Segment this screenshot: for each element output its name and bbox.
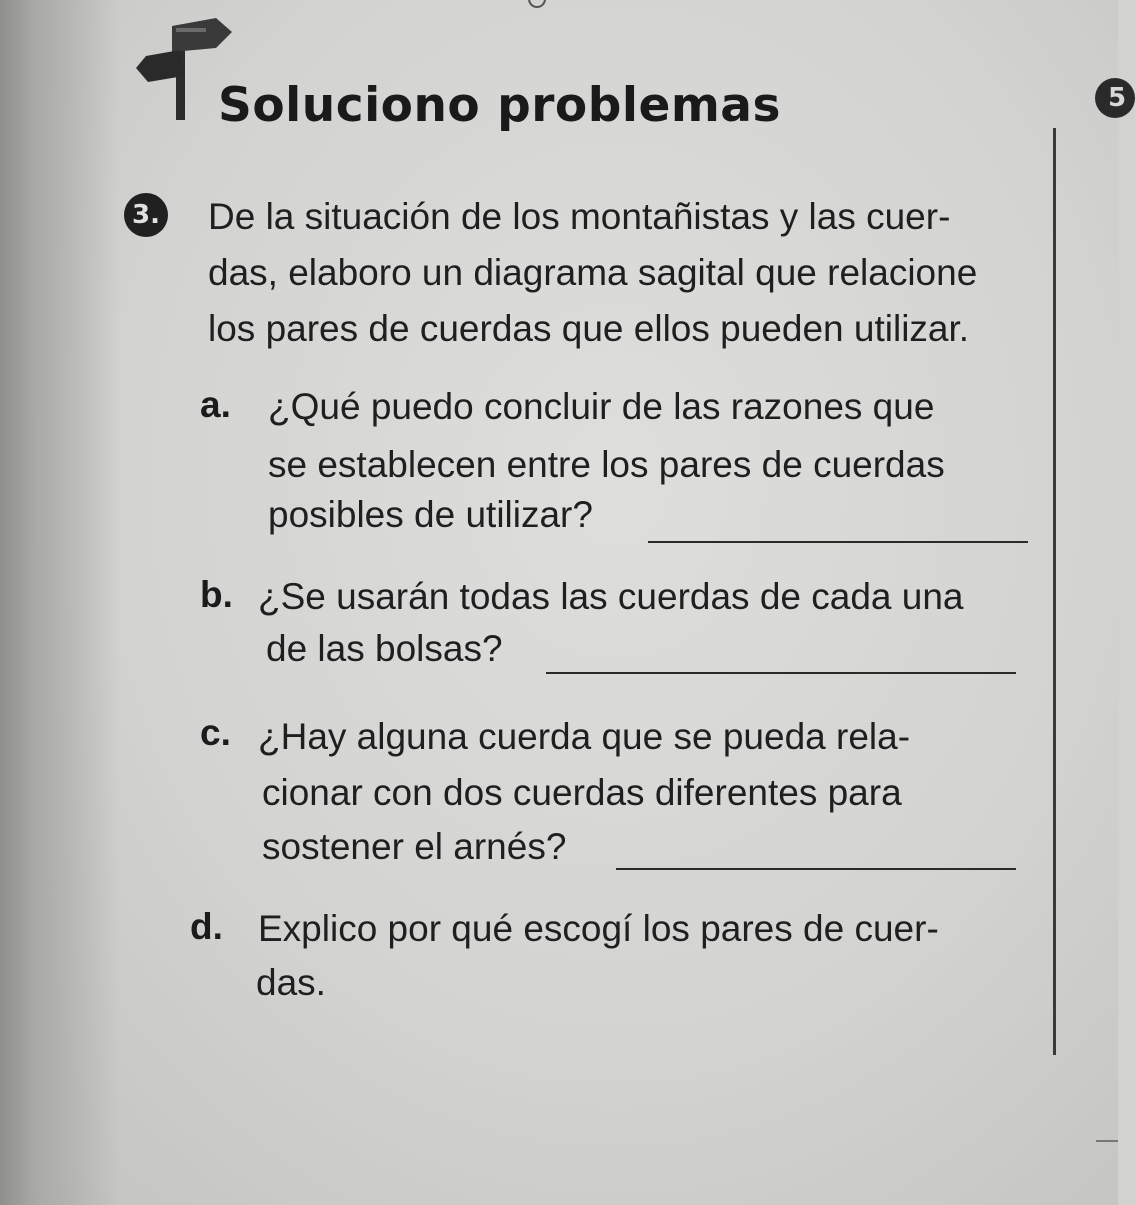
- answer-line-c: [616, 868, 1016, 870]
- item-c-line: cionar con dos cuerdas diferentes para: [262, 772, 902, 813]
- page-edge-mark: [1096, 1140, 1118, 1142]
- item-d-line: das.: [256, 962, 326, 1003]
- answer-line-b: [546, 672, 1016, 674]
- item-b-line: ¿Se usarán todas las cuerdas de cada una: [258, 576, 964, 617]
- item-a-line: posibles de utilizar?: [268, 494, 593, 535]
- item-b-line: de las bolsas?: [266, 628, 503, 669]
- section-title: Soluciono problemas: [218, 78, 781, 133]
- item-d-line: Explico por qué escogí los pares de cuer-: [258, 908, 939, 949]
- problem-statement-line: das, elaboro un diagrama sagital que relacione: [208, 252, 978, 293]
- problem-statement-line: los pares de cuerdas que ellos pueden utilizar.: [208, 308, 970, 349]
- item-a-line: ¿Qué puedo concluir de las razones que: [268, 386, 935, 427]
- page-number-fragment: [528, 0, 546, 8]
- item-c-line: ¿Hay alguna cuerda que se pueda rela-: [258, 716, 911, 757]
- item-letter-a: a.: [200, 384, 231, 425]
- answer-line-a: [648, 541, 1028, 543]
- item-letter-b: b.: [200, 574, 233, 615]
- page-binding-shadow: [0, 0, 120, 1205]
- margin-rule: [1053, 128, 1056, 1055]
- page-tab-number: 5: [1108, 83, 1127, 113]
- item-letter-c: c.: [200, 712, 231, 753]
- item-letter-d: d.: [190, 906, 223, 947]
- problem-statement-line: De la situación de los montañistas y las cuer-: [208, 196, 951, 237]
- item-a-line: se establecen entre los pares de cuerdas: [268, 444, 945, 485]
- problem-number-badge: 3.: [124, 193, 168, 237]
- item-c-line: sostener el arnés?: [262, 826, 567, 867]
